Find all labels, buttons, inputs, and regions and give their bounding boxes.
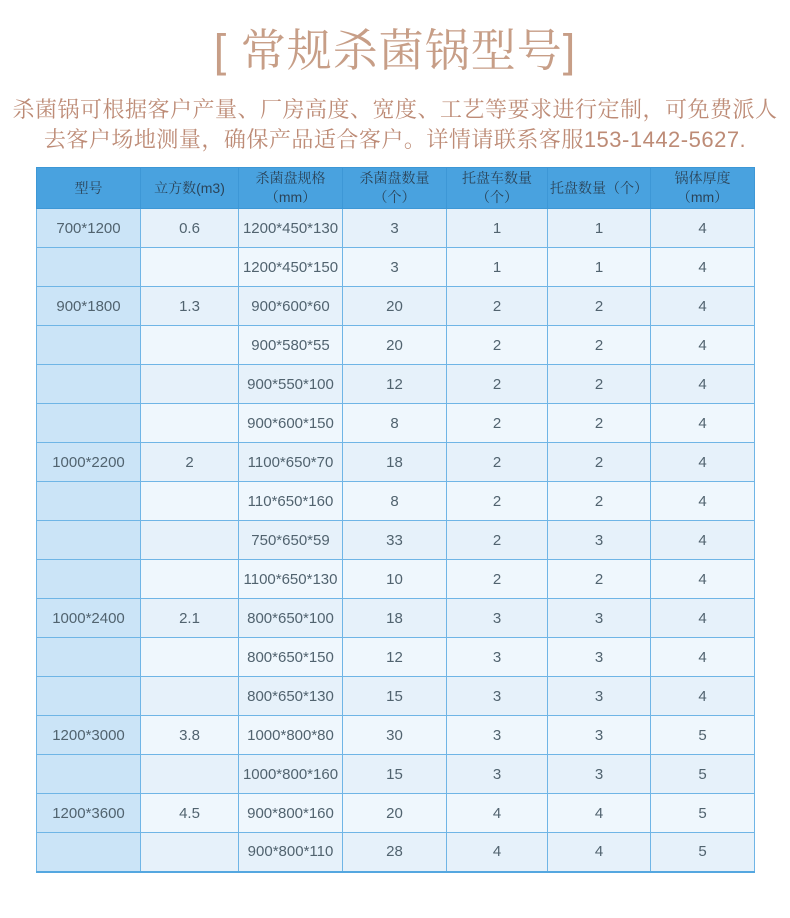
table-cell (141, 365, 239, 404)
description-line-1: 杀菌锅可根据客户产量、厂房高度、宽度、工艺等要求进行定制，可免费派人 (12, 97, 778, 122)
table-cell: 1000*2400 (37, 599, 141, 638)
table-cell: 3 (447, 599, 548, 638)
table-cell: 8 (343, 404, 447, 443)
table-cell (141, 482, 239, 521)
table-row (37, 404, 755, 443)
table-cell: 2 (141, 443, 239, 482)
spec-table (36, 167, 755, 873)
table-cell: 2.1 (141, 599, 239, 638)
table-cell (37, 521, 141, 560)
table-cell: 18 (343, 443, 447, 482)
table-cell: 3 (447, 755, 548, 794)
table-row (37, 794, 755, 833)
table-row (37, 482, 755, 521)
table-cell (37, 638, 141, 677)
table-cell (37, 833, 141, 872)
table-cell: 2 (447, 326, 548, 365)
table-cell: 2 (447, 365, 548, 404)
table-cell: 1 (447, 209, 548, 248)
table-cell: 1100*650*70 (239, 443, 343, 482)
table-cell: 2 (447, 287, 548, 326)
table-cell: 4 (548, 833, 651, 872)
table-cell: 3 (447, 716, 548, 755)
table-cell: 4 (548, 794, 651, 833)
column-header: 型号 (37, 168, 141, 209)
table-header-row (37, 168, 755, 209)
table-cell: 3 (548, 521, 651, 560)
table-cell: 3 (343, 248, 447, 287)
table-cell: 2 (548, 287, 651, 326)
table-cell (141, 677, 239, 716)
table-cell: 800*650*150 (239, 638, 343, 677)
table-cell: 900*600*150 (239, 404, 343, 443)
table-cell: 20 (343, 326, 447, 365)
table-cell: 800*650*130 (239, 677, 343, 716)
table-row (37, 560, 755, 599)
table-cell (37, 755, 141, 794)
table-cell: 1000*800*80 (239, 716, 343, 755)
table-cell: 1 (548, 209, 651, 248)
table-cell: 3 (548, 755, 651, 794)
table-cell: 900*1800 (37, 287, 141, 326)
table-cell: 4 (651, 521, 755, 560)
table-cell (141, 638, 239, 677)
table-cell: 3 (548, 716, 651, 755)
table-cell: 5 (651, 794, 755, 833)
table-cell: 2 (447, 482, 548, 521)
description (0, 95, 790, 155)
table-cell: 15 (343, 755, 447, 794)
table-cell (37, 365, 141, 404)
table-cell: 2 (548, 560, 651, 599)
table-cell: 2 (548, 404, 651, 443)
description-line-2: 去客户场地测量，确保产品适合客户。详情请联系客服153-1442-5627. (43, 127, 747, 152)
table-cell (141, 560, 239, 599)
table-cell (141, 833, 239, 872)
table-cell: 4 (651, 443, 755, 482)
table-cell: 800*650*100 (239, 599, 343, 638)
table-cell: 1200*450*150 (239, 248, 343, 287)
table-cell: 20 (343, 794, 447, 833)
table-row (37, 248, 755, 287)
table-cell: 2 (548, 482, 651, 521)
table-cell: 4.5 (141, 794, 239, 833)
table-cell: 3 (548, 677, 651, 716)
table-cell: 4 (651, 248, 755, 287)
table-cell (37, 482, 141, 521)
table-cell (141, 755, 239, 794)
table-cell: 2 (447, 443, 548, 482)
table-cell: 4 (651, 482, 755, 521)
table-cell: 8 (343, 482, 447, 521)
table-cell: 33 (343, 521, 447, 560)
column-header: 托盘数量（个） (548, 168, 651, 209)
table-row (37, 833, 755, 872)
table-cell: 110*650*160 (239, 482, 343, 521)
table-row (37, 716, 755, 755)
table-cell: 2 (548, 326, 651, 365)
table-cell: 2 (548, 443, 651, 482)
table-row (37, 287, 755, 326)
table-row (37, 443, 755, 482)
table-row (37, 599, 755, 638)
column-header: 杀菌盘规格（mm） (239, 168, 343, 209)
table-cell: 1.3 (141, 287, 239, 326)
spec-table-container (36, 167, 754, 873)
table-body (37, 209, 755, 872)
table-cell: 4 (447, 794, 548, 833)
table-cell: 1 (548, 248, 651, 287)
table-cell: 900*600*60 (239, 287, 343, 326)
table-cell: 700*1200 (37, 209, 141, 248)
column-header: 托盘车数量（个） (447, 168, 548, 209)
table-row (37, 209, 755, 248)
table-head (37, 168, 755, 209)
table-cell: 5 (651, 833, 755, 872)
table-cell: 1000*2200 (37, 443, 141, 482)
column-header: 杀菌盘数量（个） (343, 168, 447, 209)
table-cell: 900*800*160 (239, 794, 343, 833)
table-cell: 4 (651, 599, 755, 638)
table-cell: 15 (343, 677, 447, 716)
table-cell: 3 (343, 209, 447, 248)
table-cell: 1100*650*130 (239, 560, 343, 599)
table-cell: 5 (651, 755, 755, 794)
table-cell (141, 404, 239, 443)
table-cell: 4 (651, 560, 755, 599)
table-row (37, 677, 755, 716)
table-cell: 2 (447, 560, 548, 599)
table-cell (37, 677, 141, 716)
table-cell: 10 (343, 560, 447, 599)
table-cell: 3 (548, 638, 651, 677)
table-row (37, 365, 755, 404)
table-cell: 1000*800*160 (239, 755, 343, 794)
table-cell: 4 (651, 677, 755, 716)
table-cell: 1200*450*130 (239, 209, 343, 248)
column-header: 立方数(m3) (141, 168, 239, 209)
table-cell: 12 (343, 638, 447, 677)
table-cell: 3 (447, 638, 548, 677)
table-cell: 4 (651, 209, 755, 248)
table-cell: 1 (447, 248, 548, 287)
table-cell: 900*800*110 (239, 833, 343, 872)
column-header: 锅体厚度（mm） (651, 168, 755, 209)
table-cell: 4 (651, 287, 755, 326)
table-row (37, 521, 755, 560)
table-row (37, 755, 755, 794)
table-cell: 2 (447, 521, 548, 560)
page-title: [ 常规杀菌锅型号] (213, 25, 577, 76)
table-cell: 30 (343, 716, 447, 755)
table-cell: 0.6 (141, 209, 239, 248)
table-cell: 4 (651, 326, 755, 365)
table-cell: 3.8 (141, 716, 239, 755)
table-cell: 28 (343, 833, 447, 872)
table-cell: 1200*3000 (37, 716, 141, 755)
table-cell: 5 (651, 716, 755, 755)
table-cell: 750*650*59 (239, 521, 343, 560)
table-cell: 4 (651, 638, 755, 677)
table-cell (141, 521, 239, 560)
table-cell: 12 (343, 365, 447, 404)
table-cell (37, 404, 141, 443)
table-cell: 2 (548, 365, 651, 404)
table-cell: 4 (651, 404, 755, 443)
table-cell: 3 (548, 599, 651, 638)
table-row (37, 326, 755, 365)
table-cell (141, 326, 239, 365)
table-cell: 4 (651, 365, 755, 404)
table-cell: 900*580*55 (239, 326, 343, 365)
table-cell: 4 (447, 833, 548, 872)
table-cell (37, 248, 141, 287)
table-row (37, 638, 755, 677)
table-cell (141, 248, 239, 287)
table-cell: 900*550*100 (239, 365, 343, 404)
table-cell (37, 326, 141, 365)
table-cell: 18 (343, 599, 447, 638)
table-cell: 20 (343, 287, 447, 326)
table-cell: 2 (447, 404, 548, 443)
table-cell (37, 560, 141, 599)
table-cell: 1200*3600 (37, 794, 141, 833)
table-cell: 3 (447, 677, 548, 716)
